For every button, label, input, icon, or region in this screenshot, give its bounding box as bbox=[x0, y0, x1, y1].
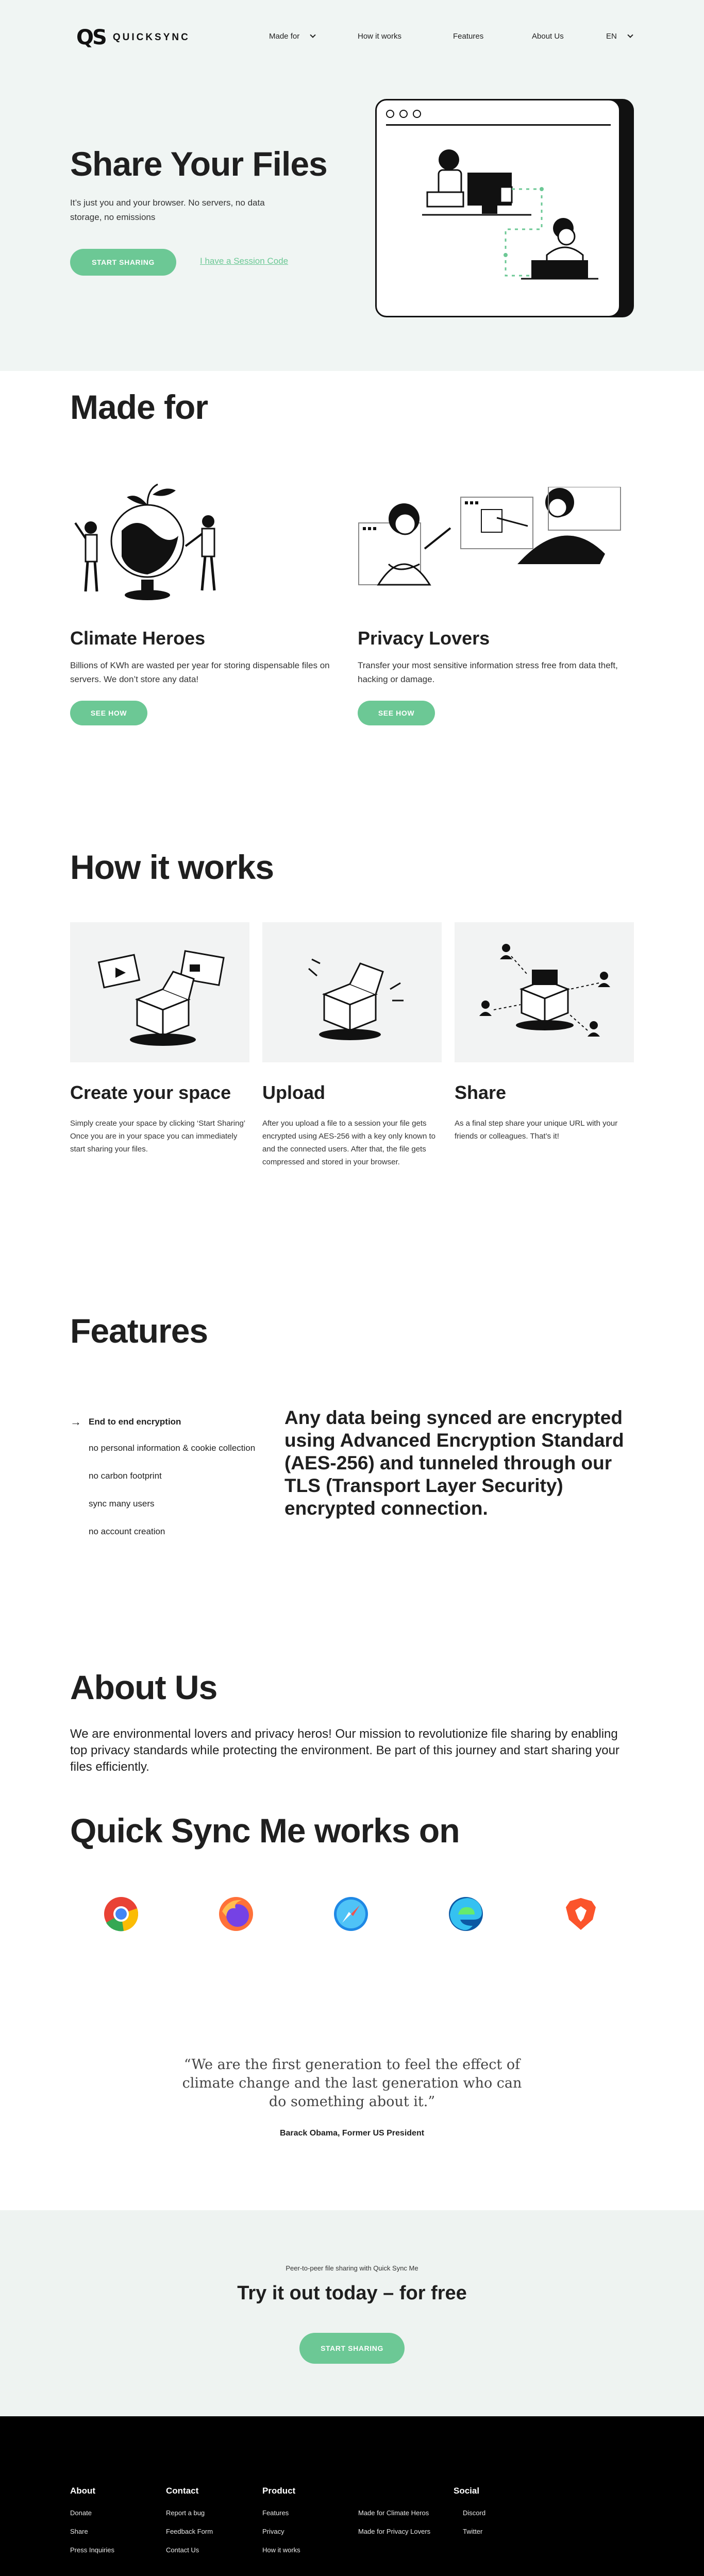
feature-label: sync many users bbox=[89, 1499, 155, 1509]
feature-item-encryption[interactable] bbox=[70, 1415, 181, 1429]
footer-link-features[interactable]: Features bbox=[262, 2509, 289, 2517]
logo-text: QUICKSYNC bbox=[112, 32, 190, 43]
feature-label: no account creation bbox=[89, 1527, 165, 1536]
footer-link-share[interactable]: Share bbox=[70, 2528, 88, 2535]
climate-heroes-title: Climate Heroes bbox=[70, 628, 206, 649]
arrow-right-icon: → bbox=[70, 1415, 81, 1428]
feature-item-no-personal-info[interactable] bbox=[70, 1443, 255, 1453]
footer-link-donate[interactable]: Donate bbox=[70, 2509, 92, 2517]
nav-features-label: Features bbox=[453, 32, 484, 41]
nav-about-us-label: About Us bbox=[532, 32, 564, 41]
upload-title: Upload bbox=[262, 1082, 325, 1103]
footer-link-climate-heros[interactable]: Made for Climate Heros bbox=[358, 2509, 429, 2517]
upload-text: After you upload a file to a session your file gets encrypted using AES-256 with a key only known to and the connected users. After that, the file gets compressed and stored in your browser. bbox=[262, 1119, 436, 1166]
safari-icon bbox=[333, 1896, 369, 1932]
feature-label: End to end encryption bbox=[89, 1417, 181, 1427]
session-code-link[interactable]: I have a Session Code bbox=[200, 256, 289, 266]
about-us-text: We are environmental lovers and privacy heros! Our mission to revolutionize file sharing by enabling top privacy standards while protecting the environment. Be part of this journey and start sharing your files efficiently. bbox=[70, 1727, 619, 1774]
quote-text: “We are the first generation to feel the effect of climate change and the last generation who can do something about it.” bbox=[182, 2057, 522, 2110]
climate-heroes-illustration bbox=[70, 474, 230, 608]
feature-item-no-account[interactable] bbox=[70, 1527, 165, 1537]
brave-icon bbox=[563, 1896, 599, 1932]
share-title: Share bbox=[455, 1082, 507, 1103]
logo-mark: QS bbox=[76, 26, 106, 49]
made-for-title: Made for bbox=[70, 388, 208, 426]
climate-see-how-button[interactable]: SEE HOW bbox=[70, 701, 147, 725]
firefox-icon bbox=[218, 1896, 254, 1932]
hero-subtitle: It’s just you and your browser. No servers, no data storage, no emissions bbox=[70, 198, 265, 222]
privacy-lovers-text: Transfer your most sensitive information stress free from data theft, hacking or damage. bbox=[358, 660, 618, 684]
footer-link-contact[interactable]: Contact Us bbox=[166, 2546, 199, 2554]
cta-section bbox=[0, 2210, 704, 2416]
feature-item-sync-users[interactable] bbox=[70, 1499, 155, 1509]
footer-contact-heading: Contact bbox=[166, 2486, 199, 2496]
features-title: Features bbox=[70, 1312, 208, 1350]
footer-link-how-it-works[interactable]: How it works bbox=[262, 2546, 300, 2554]
footer-link-press[interactable]: Press Inquiries bbox=[70, 2546, 114, 2554]
footer-link-feedback[interactable]: Feedback Form bbox=[166, 2528, 213, 2535]
hero-illustration-card bbox=[375, 99, 621, 317]
upload-illustration bbox=[262, 922, 442, 1062]
create-space-illustration bbox=[70, 922, 249, 1062]
nav-how-it-works-label: How it works bbox=[358, 32, 402, 41]
nav-made-for-label: Made for bbox=[269, 32, 300, 41]
cta-subtitle: Peer-to-peer file sharing with Quick Sync Me bbox=[286, 2264, 418, 2272]
privacy-see-how-button[interactable]: SEE HOW bbox=[358, 701, 435, 725]
nav-made-for[interactable] bbox=[269, 32, 315, 41]
cta-title: Try it out today – for free bbox=[237, 2282, 467, 2304]
how-it-works-title: How it works bbox=[70, 848, 274, 886]
people-sharing-illustration bbox=[377, 100, 622, 319]
privacy-lovers-title: Privacy Lovers bbox=[358, 628, 490, 649]
edge-icon bbox=[448, 1896, 484, 1932]
footer-product-heading: Product bbox=[262, 2486, 296, 2496]
footer bbox=[0, 2416, 704, 2576]
feature-label: no carbon footprint bbox=[89, 1471, 162, 1481]
cta-start-sharing-button[interactable]: START SHARING bbox=[299, 2333, 405, 2364]
start-sharing-button[interactable]: START SHARING bbox=[70, 249, 176, 276]
footer-link-twitter[interactable]: Twitter bbox=[463, 2528, 483, 2535]
logo[interactable] bbox=[76, 26, 190, 49]
footer-link-privacy[interactable]: Privacy bbox=[262, 2528, 284, 2535]
nav-about-us[interactable] bbox=[532, 32, 564, 41]
language-select[interactable] bbox=[606, 32, 632, 41]
footer-link-report-bug[interactable]: Report a bug bbox=[166, 2509, 205, 2517]
climate-heroes-text: Billions of KWh are wasted per year for storing dispensable files on servers. We don’t store any data! bbox=[70, 660, 330, 684]
top-nav bbox=[0, 0, 704, 72]
footer-social-heading: Social bbox=[454, 2486, 480, 2496]
chevron-down-icon bbox=[310, 32, 316, 38]
footer-link-discord[interactable]: Discord bbox=[463, 2509, 486, 2517]
about-us-title: About Us bbox=[70, 1668, 217, 1706]
feature-description: Any data being synced are encrypted using Advanced Encryption Standard (AES-256) and tunneled through our TLS (Transport Layer Security) encrypted connection. bbox=[284, 1407, 624, 1519]
chevron-down-icon bbox=[627, 32, 633, 38]
hero-title: Share Your Files bbox=[70, 145, 327, 183]
works-on-title: Quick Sync Me works on bbox=[70, 1811, 460, 1850]
share-illustration bbox=[455, 922, 634, 1062]
privacy-lovers-illustration bbox=[358, 487, 626, 621]
footer-link-privacy-lovers[interactable]: Made for Privacy Lovers bbox=[358, 2528, 431, 2535]
chrome-icon bbox=[103, 1896, 139, 1932]
language-label: EN bbox=[606, 32, 617, 41]
footer-about-heading: About bbox=[70, 2486, 96, 2496]
nav-features[interactable] bbox=[453, 32, 483, 41]
create-space-title: Create your space bbox=[70, 1082, 231, 1103]
share-text: As a final step share your unique URL with your friends or colleagues. That’s it! bbox=[455, 1119, 618, 1141]
feature-item-no-carbon[interactable] bbox=[70, 1471, 162, 1481]
feature-label: no personal information & cookie collection bbox=[89, 1443, 256, 1453]
create-space-text: Simply create your space by clicking ‘Start Sharing’ Once you are in your space you can immediately start sharing your files. bbox=[70, 1119, 245, 1154]
nav-how-it-works[interactable] bbox=[358, 32, 401, 41]
quote-author: Barack Obama, Former US President bbox=[279, 2129, 425, 2138]
hero-section bbox=[0, 0, 704, 371]
